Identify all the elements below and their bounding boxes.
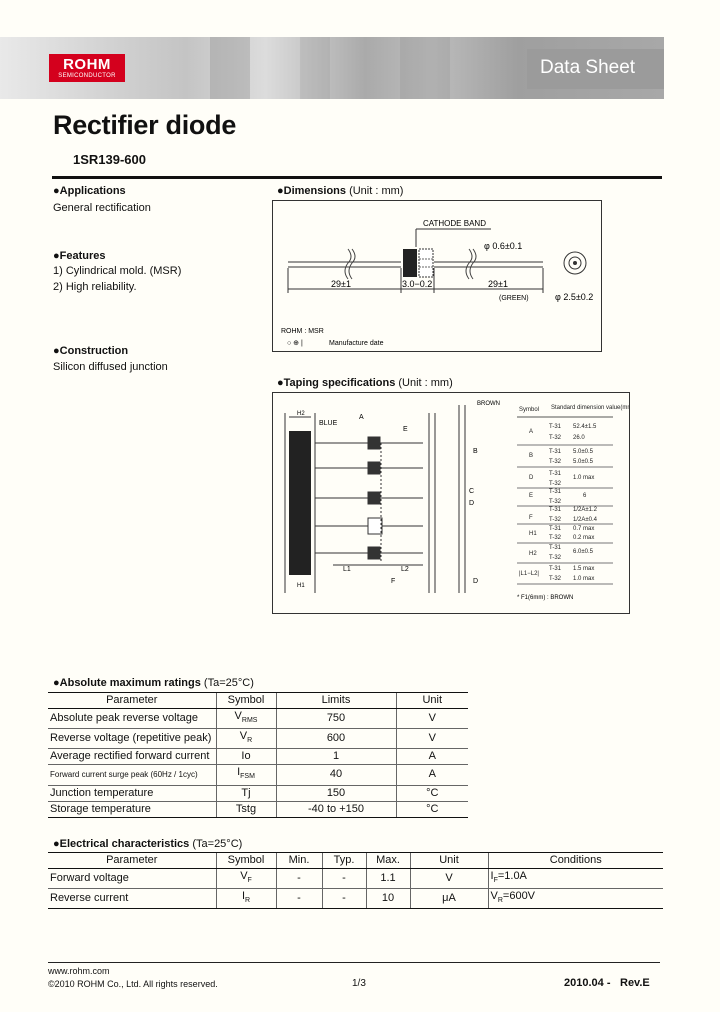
table-header-row bbox=[48, 853, 663, 869]
footer-copyright: ©2010 ROHM Co., Ltd. All rights reserved. bbox=[48, 979, 218, 989]
svg-text:5.0±0.5: 5.0±0.5 bbox=[573, 459, 593, 465]
col-unit: Unit bbox=[396, 693, 468, 709]
row-param: Forward voltage bbox=[48, 869, 216, 889]
svg-text:T-31: T-31 bbox=[549, 449, 562, 455]
row-limit: 1 bbox=[276, 749, 396, 765]
body-length: 3.0−0.2 bbox=[402, 279, 433, 289]
taping-table-rows bbox=[517, 424, 613, 584]
row-limit: 40 bbox=[276, 765, 396, 785]
table-row bbox=[48, 785, 468, 801]
col-symbol: Symbol bbox=[216, 853, 276, 869]
marking-symbols: ○ ⊕ | bbox=[287, 340, 303, 347]
row-param: Absolute peak reverse voltage bbox=[48, 709, 216, 729]
green-label: (GREEN) bbox=[499, 295, 529, 302]
row-min: - bbox=[276, 869, 322, 889]
table-row bbox=[48, 709, 468, 729]
svg-text:1.0 max: 1.0 max bbox=[573, 475, 595, 481]
features-item: 2) High reliability. bbox=[53, 281, 137, 293]
table-row bbox=[48, 729, 468, 749]
svg-text:D: D bbox=[473, 578, 479, 585]
manufacture-date-label: Manufacture date bbox=[329, 340, 384, 347]
svg-text:|L1−L2|: |L1−L2| bbox=[519, 571, 539, 577]
svg-text:52.4±1.5: 52.4±1.5 bbox=[573, 424, 597, 430]
lead-right-length: 29±1 bbox=[488, 279, 508, 289]
col-typ: Typ. bbox=[322, 853, 366, 869]
svg-text:T-31: T-31 bbox=[549, 545, 562, 551]
row-symbol: $V_R$ bbox=[216, 729, 276, 749]
svg-text:T-31: T-31 bbox=[549, 471, 562, 477]
svg-text:T-31: T-31 bbox=[549, 566, 562, 572]
features-item: 1) Cylindrical mold. (MSR) bbox=[53, 265, 182, 277]
row-typ: - bbox=[322, 869, 366, 889]
svg-text:T-32: T-32 bbox=[549, 481, 562, 487]
svg-text:T-32: T-32 bbox=[549, 435, 562, 441]
row-unit: °C bbox=[396, 801, 468, 817]
row-limit: 750 bbox=[276, 709, 396, 729]
features-heading: ●Features bbox=[53, 250, 106, 262]
svg-text:H2: H2 bbox=[529, 551, 537, 557]
row-unit: V bbox=[396, 709, 468, 729]
header-tile bbox=[300, 37, 330, 99]
row-limit: -40 to +150 bbox=[276, 801, 396, 817]
elec-table bbox=[48, 852, 663, 909]
row-param: Junction temperature bbox=[48, 785, 216, 801]
svg-text:L2: L2 bbox=[401, 566, 409, 573]
col-min: Min. bbox=[276, 853, 322, 869]
svg-text:0.7 max: 0.7 max bbox=[573, 526, 595, 532]
svg-text:T-31: T-31 bbox=[549, 489, 562, 495]
svg-text:26.0: 26.0 bbox=[573, 435, 585, 441]
col-symbol: Symbol bbox=[216, 693, 276, 709]
footer-rule bbox=[48, 962, 660, 963]
lead-diameter-label: φ 0.6±0.1 bbox=[484, 241, 523, 251]
svg-text:T-32: T-32 bbox=[549, 459, 562, 465]
body-diameter-label: φ 2.5±0.2 bbox=[555, 292, 594, 302]
doc-type-label: Data Sheet bbox=[540, 57, 636, 78]
row-param: Reverse voltage (repetitive peak) bbox=[48, 729, 216, 749]
table-row bbox=[48, 749, 468, 765]
title-rule bbox=[52, 176, 662, 179]
abs-max-table bbox=[48, 692, 468, 818]
abs-max-heading: ●Absolute maximum ratings (Ta=25°C) bbox=[53, 677, 254, 689]
cathode-band-label: CATHODE BAND bbox=[423, 219, 486, 228]
dimensions-diagram bbox=[272, 200, 602, 352]
dimensions-heading: ●Dimensions (Unit : mm) bbox=[277, 185, 404, 197]
row-unit: μA bbox=[410, 889, 488, 909]
part-number: 1SR139-600 bbox=[73, 152, 146, 167]
svg-text:T-32: T-32 bbox=[549, 535, 562, 541]
svg-text:F: F bbox=[391, 578, 396, 585]
svg-text:H1: H1 bbox=[529, 531, 537, 537]
row-unit: A bbox=[396, 749, 468, 765]
taping-heading: ●Taping specifications (Unit : mm) bbox=[277, 377, 453, 389]
svg-text:C: C bbox=[469, 488, 475, 495]
svg-text:T-31: T-31 bbox=[549, 526, 562, 532]
taping-note: * F1(6mm) : BROWN bbox=[517, 595, 574, 601]
row-unit: V bbox=[396, 729, 468, 749]
svg-text:T-31: T-31 bbox=[549, 424, 562, 430]
col-unit: Unit bbox=[410, 853, 488, 869]
table-row bbox=[48, 801, 468, 817]
page-number: 1/3 bbox=[352, 978, 366, 989]
svg-text:0.2 max: 0.2 max bbox=[573, 535, 595, 541]
row-symbol: $V_F$ bbox=[216, 869, 276, 889]
footer-date: 2010.04 - bbox=[564, 977, 611, 989]
diode-outline-drawing bbox=[273, 201, 601, 351]
col-max: Max. bbox=[366, 853, 410, 869]
page-title: Rectifier diode bbox=[53, 110, 237, 140]
construction-heading: ●Construction bbox=[53, 345, 129, 357]
row-param: Forward current surge peak (60Hz / 1cyc) bbox=[48, 765, 216, 785]
taping-symbol-header: Symbol bbox=[519, 407, 540, 413]
rohm-logo: ROHM SEMICONDUCTOR bbox=[49, 54, 125, 82]
col-limits: Limits bbox=[276, 693, 396, 709]
svg-text:F: F bbox=[529, 515, 533, 521]
svg-text:6.0±0.5: 6.0±0.5 bbox=[573, 549, 593, 555]
row-typ: - bbox=[322, 889, 366, 909]
taping-drawing bbox=[273, 393, 629, 613]
svg-text:T-32: T-32 bbox=[549, 555, 562, 561]
blue-label: BLUE bbox=[319, 420, 338, 427]
svg-text:A: A bbox=[359, 414, 364, 421]
svg-text:E: E bbox=[529, 493, 534, 499]
row-max: 1.1 bbox=[366, 869, 410, 889]
brown-label: BROWN bbox=[477, 401, 500, 407]
row-param: Storage temperature bbox=[48, 801, 216, 817]
row-unit: A bbox=[396, 765, 468, 785]
svg-text:T-32: T-32 bbox=[549, 517, 562, 523]
row-conditions: $I_F=1.0A$ bbox=[488, 869, 663, 889]
row-max: 10 bbox=[366, 889, 410, 909]
row-min: - bbox=[276, 889, 322, 909]
elec-heading: ●Electrical characteristics (Ta=25°C) bbox=[53, 838, 243, 850]
footer-revision: Rev.E bbox=[620, 977, 650, 989]
taping-diagram bbox=[272, 392, 630, 614]
row-limit: 600 bbox=[276, 729, 396, 749]
svg-text:1.5 max: 1.5 max bbox=[573, 566, 595, 572]
row-symbol: Io bbox=[216, 749, 276, 765]
construction-text: Silicon diffused junction bbox=[53, 361, 168, 373]
svg-text:1/2A±0.4: 1/2A±0.4 bbox=[573, 517, 597, 523]
row-symbol: $I_R$ bbox=[216, 889, 276, 909]
svg-text:T-32: T-32 bbox=[549, 499, 562, 505]
svg-text:D: D bbox=[529, 475, 534, 481]
taping-std-header: Standard dimension value(mm) bbox=[551, 405, 629, 411]
svg-text:B: B bbox=[529, 453, 534, 459]
svg-text:B: B bbox=[473, 448, 478, 455]
table-row bbox=[48, 869, 663, 889]
row-symbol: Tstg bbox=[216, 801, 276, 817]
svg-text:H1: H1 bbox=[297, 583, 305, 589]
footer-url[interactable]: www.rohm.com bbox=[48, 966, 110, 976]
table-header-row bbox=[48, 693, 468, 709]
svg-text:E: E bbox=[403, 426, 408, 433]
svg-text:1/2A±1.2: 1/2A±1.2 bbox=[573, 507, 597, 513]
row-param: Reverse current bbox=[48, 889, 216, 909]
svg-text:6: 6 bbox=[583, 493, 587, 499]
col-parameter: Parameter bbox=[48, 853, 216, 869]
row-param: Average rectified forward current bbox=[48, 749, 216, 765]
row-symbol: $V_{RMS}$ bbox=[216, 709, 276, 729]
row-limit: 150 bbox=[276, 785, 396, 801]
table-row bbox=[48, 889, 663, 909]
svg-text:H2: H2 bbox=[297, 411, 305, 417]
svg-text:5.0±0.5: 5.0±0.5 bbox=[573, 449, 593, 455]
svg-text:T-32: T-32 bbox=[549, 576, 562, 582]
col-conditions: Conditions bbox=[488, 853, 663, 869]
lead-left-length: 29±1 bbox=[331, 279, 351, 289]
applications-heading: ●Applications bbox=[53, 185, 126, 197]
col-parameter: Parameter bbox=[48, 693, 216, 709]
row-unit: V bbox=[410, 869, 488, 889]
table-row bbox=[48, 765, 468, 785]
svg-text:L1: L1 bbox=[343, 566, 351, 573]
svg-text:D: D bbox=[469, 500, 475, 507]
svg-text:1.0 max: 1.0 max bbox=[573, 576, 595, 582]
svg-text:A: A bbox=[529, 429, 534, 435]
applications-text: General rectification bbox=[53, 202, 151, 214]
header-tile bbox=[400, 37, 450, 99]
row-symbol: Tj bbox=[216, 785, 276, 801]
row-unit: °C bbox=[396, 785, 468, 801]
header-tile bbox=[210, 37, 250, 99]
row-symbol: $I_{FSM}$ bbox=[216, 765, 276, 785]
rohm-msr-label: ROHM : MSR bbox=[281, 328, 324, 335]
svg-text:T-31: T-31 bbox=[549, 507, 562, 513]
row-conditions: $V_R=600V$ bbox=[488, 889, 663, 909]
